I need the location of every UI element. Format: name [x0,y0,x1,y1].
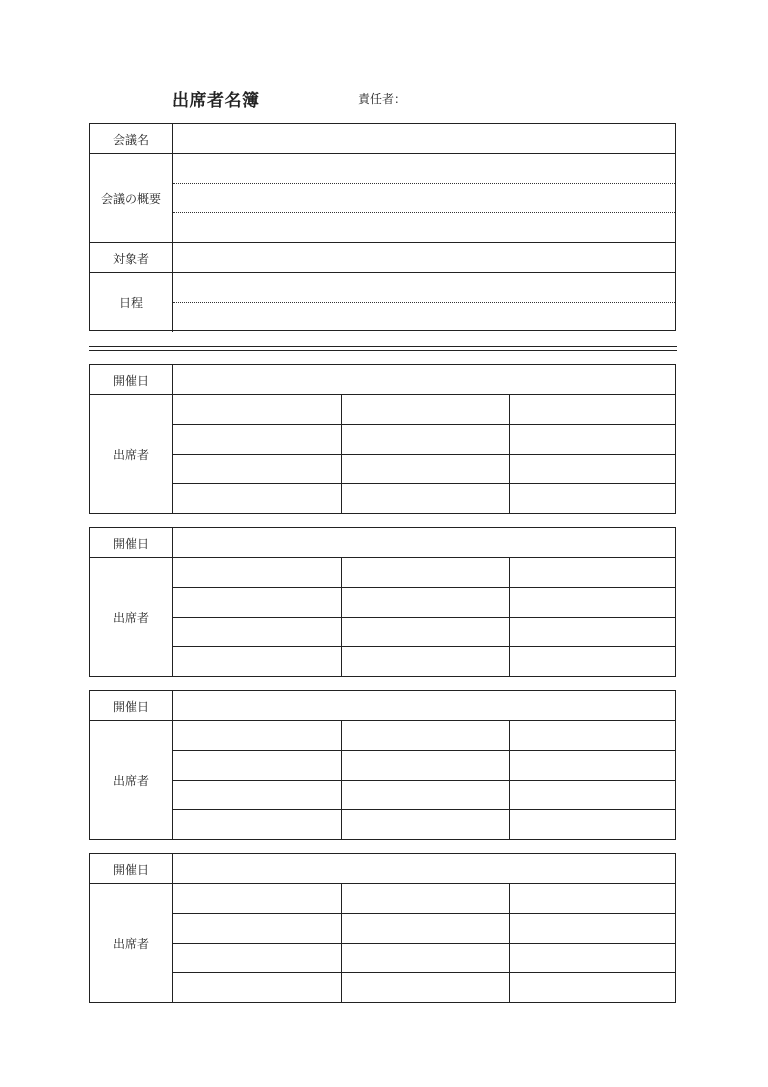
meeting-info-table [89,123,676,331]
session-table [89,527,676,677]
manager-label: 責任者： [358,92,407,106]
row-divider [173,617,675,618]
row-divider [173,972,675,973]
date-label: 開催日 [90,528,173,558]
row-divider [173,943,675,944]
row-divider [90,557,675,558]
attendees-label: 出席者 [90,558,173,676]
row-divider [173,780,675,781]
row-divider [90,720,675,721]
date-label: 開催日 [90,365,173,395]
session-table [89,690,676,840]
target-label: 対象者 [90,243,173,273]
row-divider [90,394,675,395]
attendees-label: 出席者 [90,884,173,1002]
dotted-divider [173,302,675,303]
row-divider [90,883,675,884]
row-divider [173,913,675,914]
row-divider [90,242,675,243]
session-table [89,853,676,1003]
column-divider [341,395,342,513]
separator-line [89,346,677,347]
page-title: 出席者名簿 [172,91,260,111]
date-label: 開催日 [90,854,173,884]
schedule-label: 日程 [90,273,173,332]
column-divider [509,558,510,676]
column-divider [341,721,342,839]
row-divider [90,272,675,273]
row-divider [90,153,675,154]
separator-line [89,350,677,351]
column-divider [509,721,510,839]
attendees-label: 出席者 [90,721,173,839]
row-divider [173,646,675,647]
date-label: 開催日 [90,691,173,721]
row-divider [173,750,675,751]
row-divider [173,424,675,425]
attendees-label: 出席者 [90,395,173,513]
column-divider [509,884,510,1002]
column-divider [341,884,342,1002]
row-divider [173,454,675,455]
row-divider [173,587,675,588]
meeting-summary-label: 会議の概要 [90,154,173,243]
row-divider [173,483,675,484]
meeting-name-label: 会議名 [90,124,173,154]
dotted-divider [173,212,675,213]
column-divider [509,395,510,513]
dotted-divider [173,183,675,184]
column-divider [341,558,342,676]
row-divider [173,809,675,810]
session-table [89,364,676,514]
